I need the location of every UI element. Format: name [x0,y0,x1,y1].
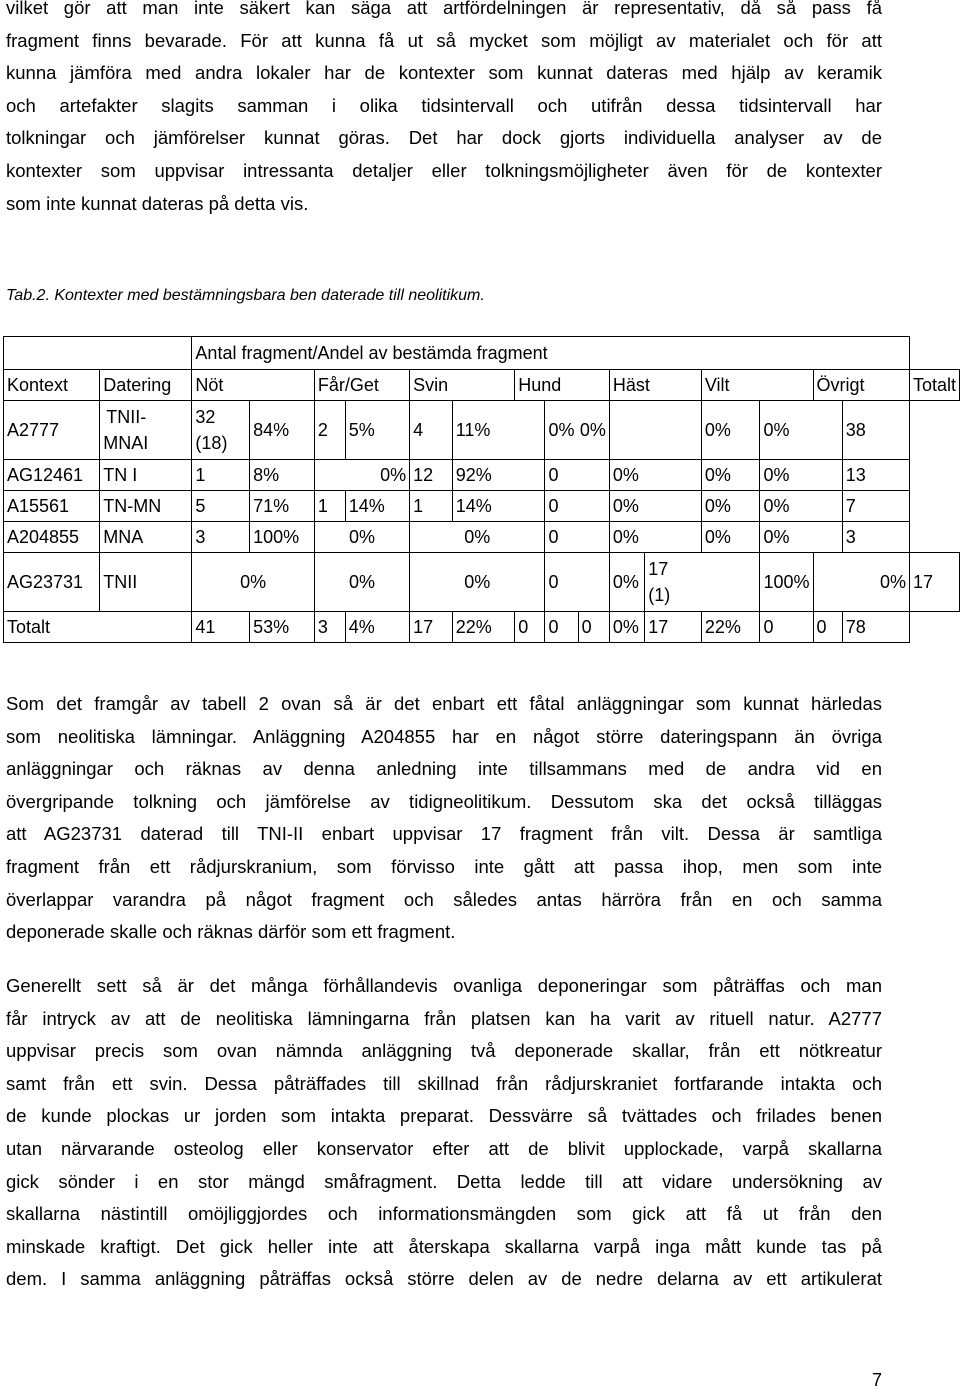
text-line: deponerade skalle och räknas därför som ett fragment. [6,921,456,943]
table-cell: 1 [410,491,453,522]
table-cell [645,553,760,612]
table-cell: A204855 [4,522,100,553]
text-line: kontexter som uppvisar intressanta detaljer eller tolkningsmöjligheter även för de kontexter [6,159,882,181]
table-row [4,553,960,612]
table-cell: 0% [192,553,314,612]
table-cell: 0 [578,612,609,643]
table-cell: 7 [842,491,909,522]
table-cell: 0% [760,460,842,491]
data-table [3,336,960,643]
text-line: fragment från ett rådjurskranium, som förvisso inte gått att passa ihop, men som inte [6,855,882,877]
table-cell: 14% [345,491,409,522]
table-cell: 5% [345,401,409,460]
table-cell: Totalt [4,612,192,643]
cell-text: MNAI [103,433,149,453]
cell-text: 32 [195,407,216,427]
group-header: Antal fragment/Andel av bestämda fragment [192,337,910,370]
table-cell: 0% [609,491,701,522]
text-line: dem. I samma anläggning påträffas också större delen av de nedre delarna av ett artikulerat [6,1268,882,1290]
table-cell: 0% [609,612,644,643]
table-cell: 11% [452,401,545,460]
text-line: att AG23731 daterad till TNI-II enbart uppvisar 17 fragment från vilt. Dessa är samtliga [6,823,882,845]
table-row [4,491,960,522]
text-line: och artefakter slagits samman i olika tidsintervall och utifrån dessa tidsintervall har [6,94,882,116]
cell-text: 0% [548,419,575,440]
table-cell: 0% [760,491,842,522]
text-line: skallarna nästintill omöjliggjordes och informationsmängden som gick att få ut från den [6,1203,882,1225]
table-cell: 0 [545,491,609,522]
text-line: samt från ett svin. Dessa påträffades till skillnad från rådjurskraniet fortfarande intakta och [6,1072,882,1094]
column-header: Vilt [701,370,813,401]
page-number: 7 [872,1370,883,1390]
table-cell: 0% [701,401,760,460]
table-cell: TN-MN [100,491,192,522]
table-cell: 5 [192,491,250,522]
table-cell: 41 [192,612,250,643]
cell-text: TNII- [106,407,147,427]
table-cell: 8% [250,460,315,491]
text-line: som inte kunnat dateras på detta vis. [6,192,309,214]
cell-text: (1) [648,585,671,605]
table-cell: 0 [515,612,545,643]
table-cell: 0% [410,553,545,612]
table-cell-empty [4,337,192,370]
table-cell: 100% [250,522,315,553]
table-cell: 0 [813,612,842,643]
table-cell: 0% [760,522,842,553]
column-header: Får/Get [314,370,409,401]
table-cell: 14% [452,491,545,522]
table-cell: 0 [545,522,609,553]
text-line: uppvisar precis som ovan nämnda anläggning två deponerade skallar, från ett nötkreatur [6,1040,882,1062]
table-cell [192,401,250,460]
table-row [4,460,960,491]
column-header: Totalt [909,370,959,401]
text-line: fragment finns bevarade. För att kunna få ut så mycket som möjligt av materialet och för att [6,29,882,51]
table-cell: 78 [842,612,909,643]
table-caption: Tab.2. Kontexter med bestämningsbara ben daterade till neolitikum. [6,287,485,304]
text-line: utan närvarande osteolog eller konservator efter att de blivit upplockade, varpå skallarna [6,1137,882,1159]
table-cell: 0% [701,522,760,553]
table-cell: 3 [192,522,250,553]
table-cell: 0 [545,612,578,643]
table-cell: 38 [842,401,909,460]
table-cell: 1 [314,491,345,522]
text-line: Generellt sett så är det många förhållandevis ovanliga deponeringar som påträffas och man [6,975,882,996]
table-cell: 0% [701,491,760,522]
table-cell: 17 [410,612,453,643]
table-cell: 0% [314,553,409,612]
table-row [4,522,960,553]
table-cell: 17 [645,612,702,643]
table-cell: 0 [545,553,609,612]
paragraph-depositions [6,970,882,1296]
text-line: anläggningar och räknas av denna anledning inte tillsammans med de andra vid en [6,758,882,780]
table-cell: AG23731 [4,553,100,612]
table-cell: 22% [701,612,760,643]
table-cell: MNA [100,522,192,553]
table-cell: 1 [192,460,250,491]
table-cell: 53% [250,612,315,643]
table-cell: 13 [842,460,909,491]
text-line: överlappar varandra på något fragment och således antas härröra från en och samma [6,888,882,910]
column-header: Hund [515,370,610,401]
table-cell: 2 [314,401,345,460]
table-cell: 0% [813,553,909,612]
text-line: får intryck av att de neolitiska lämningarna från platsen kan ha varit av rituell natur. A2777 [6,1007,882,1029]
table-cell: 92% [452,460,545,491]
table-cell: 71% [250,491,315,522]
table-cell: 0% [410,522,545,553]
cell-text: (18) [195,433,228,453]
table-cell: 0 [545,460,609,491]
paragraph-table-discussion [6,688,882,949]
text-line: övergripande tolkning och jämförelse av tidigneolitikum. Dessutom ska det också tilläggas [6,790,882,812]
table-cell: 4% [345,612,409,643]
column-header: Datering [100,370,192,401]
table-cell: 3 [842,522,909,553]
table-cell: 0 [760,612,813,643]
table-cell: 17 [909,553,959,612]
table-header-row [4,370,960,401]
table-cell: 0% [314,460,409,491]
table-cell: A2777 [4,401,100,460]
column-header: Kontext [4,370,100,401]
table-cell: A15561 [4,491,100,522]
table-cell: 0% [701,460,760,491]
table-cell: 12 [410,460,453,491]
table-cell [609,401,701,460]
table-cell: 3 [314,612,345,643]
table-cell: TN I [100,460,192,491]
table-cell: 0% [609,522,701,553]
table-cell: 0% [609,460,701,491]
column-header: Nöt [192,370,314,401]
text-line: gick sönder i en stor mängd småfragment. Detta ledde till att vidare undersökning av [6,1170,882,1192]
table-cell: 100% [760,553,813,612]
text-line: vilket gör att man inte säkert kan säga att artfördelningen är representativ, då så pass få [6,0,882,18]
paragraph-intro [6,0,882,220]
table-cell: AG12461 [4,460,100,491]
table-cell: 0% [760,401,842,460]
table-cell: 84% [250,401,315,460]
cell-text: 0% [579,419,606,440]
table-cell: TNII [100,553,192,612]
table-cell: 0% [314,522,409,553]
column-header: Övrigt [813,370,909,401]
cell-text: 17 [648,559,669,579]
text-line: tolkningar och jämförelser kunnat göras. Det har dock gjorts individuella analyser av de [6,127,882,149]
table-cell: 4 [410,401,453,460]
text-line: som neolitiska lämningar. Anläggning A204855 har en något större dateringspann än övriga [6,725,882,747]
table-row [4,337,960,370]
table-cell: 22% [452,612,515,643]
text-line: kunna jämföra med andra lokaler har de kontexter som kunnat dateras med hjälp av keramik [6,62,882,84]
table-cell [100,401,192,460]
text-line: minskade kraftigt. Det gick heller inte att återskapa skallarna varpå inga mått kunde tas på [6,1235,882,1257]
text-line: Som det framgår av tabell 2 ovan så är det enbart ett fåtal anläggningar som kunnat härledas [6,693,882,714]
column-header: Svin [410,370,515,401]
table-cell: 0% [609,553,644,612]
table-row [4,401,960,460]
table-total-row [4,612,960,643]
column-header: Häst [609,370,701,401]
text-line: de kunde plockas ur jorden som intakta preparat. Dessvärre så tvättades och frilades benen [6,1105,882,1127]
table-cell [545,401,609,460]
